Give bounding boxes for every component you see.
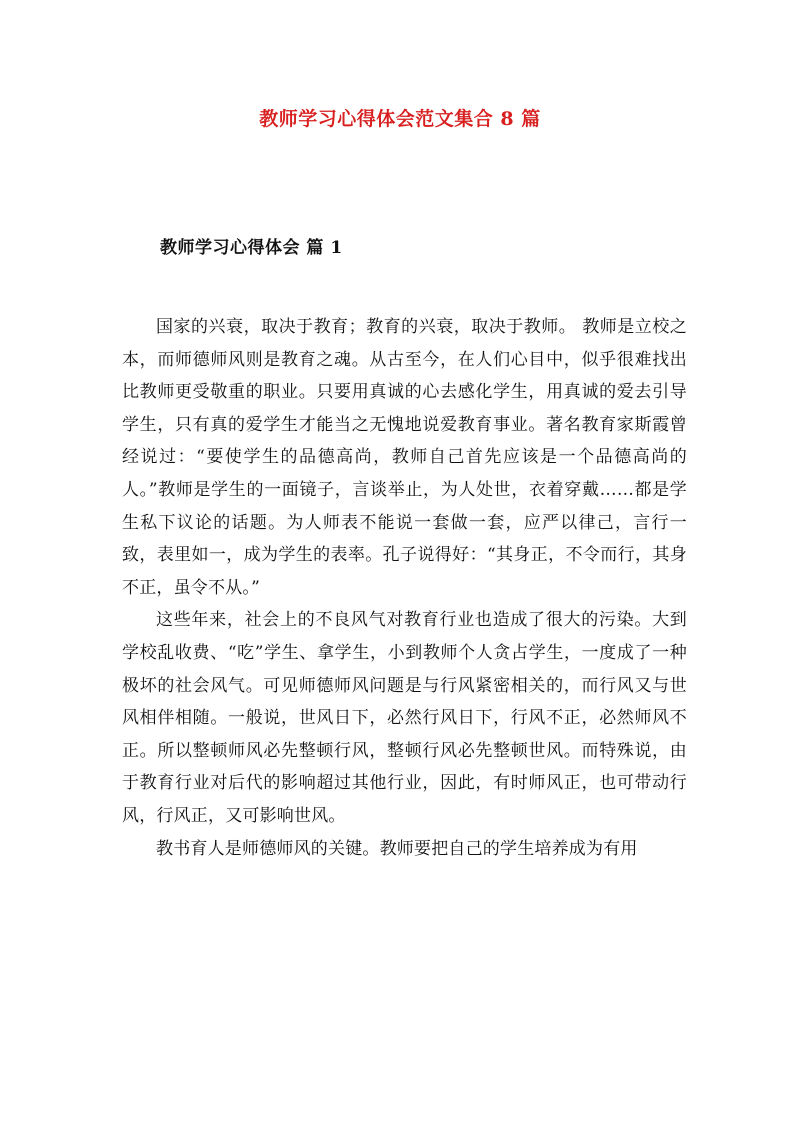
body-text (122, 311, 687, 865)
document-title: 教师学习心得体会范文集合 8 篇 (259, 108, 541, 130)
paragraph: 国家的兴衰，取决于教育；教育的兴衰，取决于教师。 教师是立校之本，而师德师风则是教育之魂。从古至今，在人们心目中，似乎很难找出比教师更受敬重的职业。只要用真诚的心去感化学生，用真诚的爱去引导学生，只有真的爱学生才能当之无愧地说爱教育事业。著名教育家斯霞曾经说过：“要使学生的品德高尚，教师自己首先应该是一个品德高尚的人。”教师是学生的一面镜子，言谈举止，为人处世，衣着穿戴……都是学生私下议论的话题。为人师表不能说一套做一套，应严以律己，言行一致，表里如一，成为学生的表率。孔子说得好：“其身正，不令而行，其身不正，虽令不从。” (122, 317, 687, 598)
paragraph: 教书育人是师德师风的关键。教师要把自己的学生培养成为有用 (156, 838, 638, 859)
paragraph: 这些年来，社会上的不良风气对教育行业也造成了很大的污染。大到学校乱收费、“吃”学生、拿学生，小到教师个人贪占学生，一度成了一种极坏的社会风气。可见师德师风问题是与行风紧密相关的，而行风又与世风相伴相随。一般说，世风日下，必然行风日下，行风不正，必然师风不正。所以整顿师风必先整顿行风，整顿行风必先整顿世风。而特殊说，由于教育行业对后代的影响超过其他行业，因此，有时师风正，也可带动行风，行风正，又可影响世风。 (122, 610, 687, 826)
section-heading: 教师学习心得体会 篇 1 (160, 238, 343, 258)
